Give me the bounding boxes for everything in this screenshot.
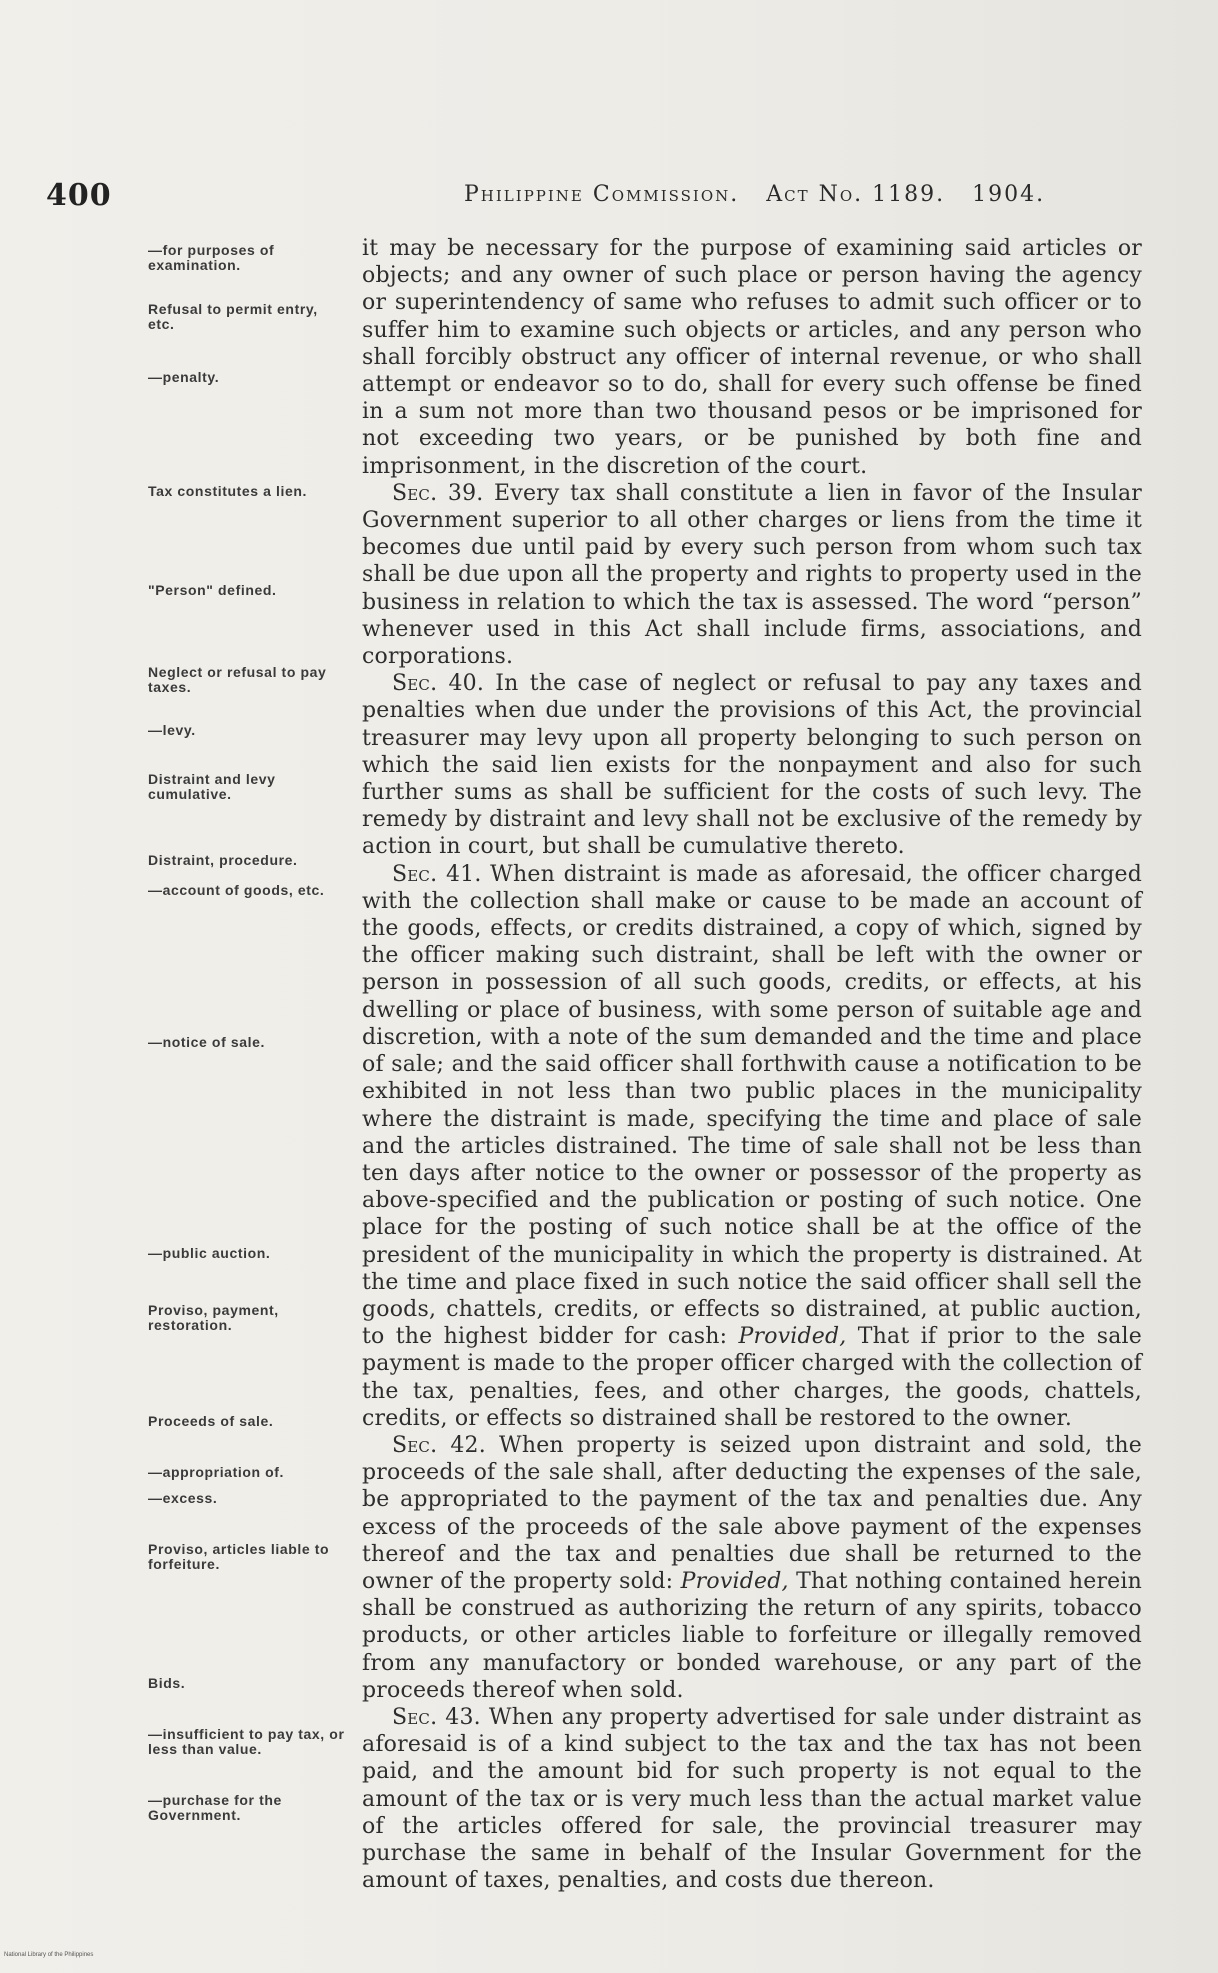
margin-note: —levy.	[148, 722, 196, 738]
margin-note: Proviso, payment, restoration.	[148, 1302, 279, 1333]
section-43	[362, 1704, 1142, 1894]
margin-note: Neglect or refusal to pay taxes.	[148, 664, 327, 695]
body-text	[362, 235, 1142, 1894]
margin-note: Proviso, articles liable to forfeiture.	[148, 1541, 330, 1572]
running-head	[464, 182, 1045, 207]
margin-note: Proceeds of sale.	[148, 1413, 274, 1429]
margin-note: Bids.	[148, 1675, 186, 1691]
margin-note: —for purposes of examination.	[148, 242, 275, 273]
margin-note: —appropriation of.	[148, 1464, 285, 1480]
section-number: Sec. 43.	[392, 1704, 481, 1730]
section-41	[362, 861, 1142, 1432]
margin-note: —account of goods, etc.	[148, 882, 325, 898]
margin-note: —notice of sale.	[148, 1034, 265, 1050]
margin-note: Tax constitutes a lien.	[148, 483, 308, 499]
running-head-title: Philippine Commission.	[464, 182, 740, 207]
paragraph-text: When distraint is made as aforesaid, the officer charged with the collection shall make or cause to be made an account of the goods, effects, or credits distrained, a copy of which, signed by the officer making such distraint, shall be left with the owner or person in possession of all such goods, credits, or effects, at his dwelling or place of business, with some person of suitable age and discretion, with a note of the sum demanded and the time and place of sale; and the said officer shall forthwith cause a notification to be exhibited in not less than two public places in the municipality where the distraint is made, specifying the time and place of sale and the articles distrained. The time of sale shall not be less than ten days after notice to the owner or possessor of the property as above-specified and the publication or posting of such notice. One place for the posting of such notice shall be at the office of the president of the municipality in which the property is distrained. At the time and place fixed in such notice the said officer shall sell the goods, chattels, credits, or effects so distrained, at public auction, to the highest bidder for cash: Provided, That if prior to the sale payment is made to the proper officer charged with the collection of the tax, penalties, fees, and other charges, the goods, chattels, credits, or effects so distrained shall be restored to the owner.	[362, 861, 1142, 1431]
paragraph-text: When property is seized upon distraint and sold, the proceeds of the sale shall, after deducting the expenses of the sale, be appropriated to the payment of the tax and penalties due. Any excess of the proceeds of the sale above payment of the expenses thereof and the tax and penalties due shall be returned to the owner of the property sold: Provided, That nothing contained herein shall be construed as authorizing the return of any spirits, tobacco products, or other articles liable to forfeiture or illegally removed from any manufactory or bonded warehouse, or any part of the proceeds thereof when sold.	[362, 1432, 1143, 1703]
page-number: 400	[46, 178, 112, 213]
page-header	[46, 178, 1056, 218]
margin-note: —excess.	[148, 1490, 218, 1506]
section-39	[362, 480, 1142, 670]
margin-note: —public auction.	[148, 1245, 271, 1261]
margin-note: Refusal to permit entry, etc.	[148, 301, 318, 332]
section-number: Sec. 42.	[392, 1432, 486, 1458]
section-40	[362, 670, 1142, 860]
margin-note: —purchase for the Government.	[148, 1792, 282, 1823]
section-number: Sec. 39.	[392, 480, 484, 506]
section-42	[362, 1432, 1142, 1704]
running-head-act: Act No. 1189.	[766, 182, 946, 207]
paragraph-text: it may be necessary for the purpose of examining said articles or objects; and any owner of such place or person having the agency or superintendency of same who refuses to admit such officer or to suffer him to examine such objects or articles, and any person who shall forcibly obstruct any officer of internal revenue, or who shall attempt or endeavor so to do, shall for every such offense be fined in a sum not more than two thousand pesos or be imprisoned for not exceeding two years, or be punished by both fine and imprisonment, in the discretion of the court.	[362, 236, 1142, 479]
section-number: Sec. 40.	[392, 671, 485, 697]
footer-credit: National Library of the Philippines	[4, 1952, 94, 1958]
margin-note: Distraint, procedure.	[148, 852, 298, 868]
running-head-year: 1904.	[972, 182, 1046, 207]
paragraph-text: In the case of neglect or refusal to pay any taxes and penalties when due under the provisions of this Act, the provincial treasurer may levy upon all property belonging to such person on which the said lien exists for the nonpayment and also for such further sums as shall be sufficient for the costs of such levy. The remedy by distraint and levy shall not be exclusive of the remedy by action in court, but shall be cumulative thereto.	[362, 671, 1143, 860]
paragraph	[362, 235, 1142, 480]
proviso-word: Provided,	[680, 1568, 789, 1594]
margin-note: —insufficient to pay tax, or less than value.	[148, 1726, 345, 1757]
margin-note: Distraint and levy cumulative.	[148, 771, 276, 802]
proviso-word: Provided,	[738, 1324, 847, 1350]
margin-note: "Person" defined.	[148, 582, 277, 598]
paragraph-text: Every tax shall constitute a lien in favor of the Insular Government superior to all other charges or liens from the time it becomes due until paid by every such person from whom such tax shall be due upon all the property and rights to property used in the business in relation to which the tax is assessed. The word “person” whenever used in this Act shall include firms, associations, and corporations.	[362, 480, 1142, 670]
section-number: Sec. 41.	[392, 861, 482, 887]
paragraph-text: When any property advertised for sale under distraint as aforesaid is of a kind subject to the tax and the tax has not been paid, and the amount bid for such property is not equal to the amount of the tax or is very much less than the actual market value of the articles offered for sale, the provincial treasurer may purchase the same in behalf of the Insular Government for the amount of taxes, penalties, and costs due thereon.	[362, 1704, 1142, 1894]
margin-note: —penalty.	[148, 369, 220, 385]
